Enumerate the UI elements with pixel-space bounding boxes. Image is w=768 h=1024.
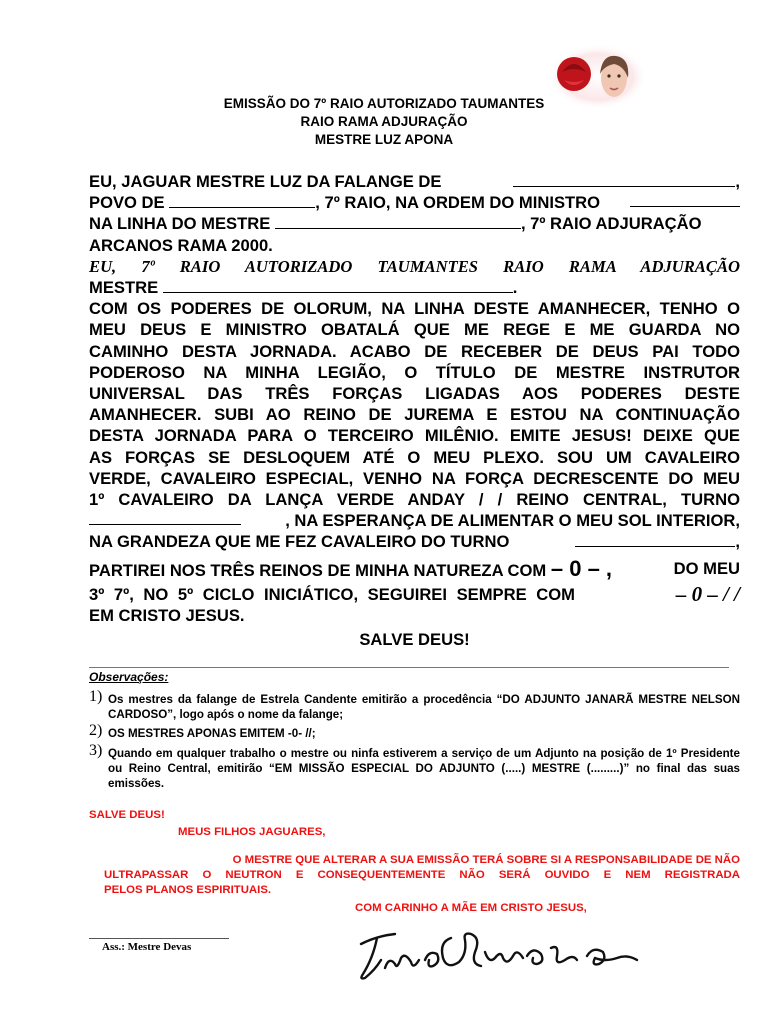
observation-number: 1) xyxy=(89,688,103,705)
oath-line-6 xyxy=(89,277,740,298)
paragraph-line: AMANHECER. SUBI AO REINO DE JUREMA E ESTOU NA CONTINUAÇÃO xyxy=(89,405,740,425)
observation-item xyxy=(89,688,740,722)
paragraph-line: AS FORÇAS SE DESLOQUEM ATÉ O MEU PLEXO. SOU UM CAVALEIRO xyxy=(89,447,740,467)
oath-text: NA GRANDEZA QUE ME FEZ CAVALEIRO DO TURNO xyxy=(89,532,510,552)
salve-deus-heading: SALVE DEUS! xyxy=(359,630,470,650)
turno-blank[interactable] xyxy=(89,510,241,525)
observation-item xyxy=(89,722,740,741)
oath-text: 3º 7º, NO 5º CICLO INICIÁTICO, SEGUIREI SEMPRE COM xyxy=(89,584,575,604)
observation-number: 3) xyxy=(89,742,103,759)
observation-number: 2) xyxy=(89,722,103,739)
paragraph-line: VERDE, CAVALEIRO ESPECIAL, VENHO NA FORÇA DECRESCENTE DO MEU xyxy=(89,468,740,488)
closing-signoff: COM CARINHO A MÃE EM CRISTO JESUS, xyxy=(355,902,587,914)
oath-text: DO MEU xyxy=(673,558,740,578)
closing-greeting: MEUS FILHOS JAGUARES, xyxy=(178,826,326,838)
handwritten-signature-icon xyxy=(355,908,655,986)
paragraph-line: COM OS PODERES DE OLORUM, NA LINHA DESTE AMANHECER, TENHO O xyxy=(89,299,740,319)
oath-line-cristo: EM CRISTO JESUS. xyxy=(89,606,245,626)
paragraph-line: CAMINHO DESTA JORNADA. ACABO DE RECEBER DE DEUS PAI TODO xyxy=(89,341,740,361)
oath-line-ciclo xyxy=(89,581,740,606)
warning-line: PELOS PLANOS ESPIRITUAIS. xyxy=(104,884,272,896)
ministro-blank[interactable] xyxy=(630,192,740,207)
oath-text: , 7º RAIO ADJURAÇÃO xyxy=(520,214,702,234)
paragraph-line: 1º CAVALEIRO DA LANÇA VERDE ANDAY / / REINO CENTRAL, TURNO xyxy=(89,490,740,510)
oath-line-turno xyxy=(89,510,740,531)
oath-text: MESTRE xyxy=(89,278,159,298)
linha-mestre-blank[interactable] xyxy=(275,214,521,229)
zero-symbol: – 0 – / / xyxy=(675,581,740,606)
oath-line-3 xyxy=(89,213,740,234)
signature-line xyxy=(89,938,229,939)
oath-line-4: ARCANOS RAMA 2000. xyxy=(89,235,273,255)
observation-text: Os mestres da falange de Estrela Candente emitirão a procedência “DO ADJUNTO JANARÃ MESTRE NELSON CARDOSO”, logo após o nome da falange; xyxy=(108,693,740,721)
oath-body xyxy=(89,171,740,650)
closing-warning xyxy=(104,853,740,898)
warning-line: O MESTRE QUE ALTERAR A SUA EMISSÃO TERÁ SOBRE SI A RESPONSABILIDADE DE NÃO xyxy=(232,854,740,866)
header-line-3: MESTRE LUZ APONA xyxy=(314,132,454,147)
header-line-2: RAIO RAMA ADJURAÇÃO xyxy=(300,114,468,129)
observacoes-title: Observações: xyxy=(89,670,169,684)
observation-text: Quando em qualquer trabalho o mestre ou ninfa estiverem a serviço de um Adjunto na posição de 1º Presidente ou Reino Central, emitirão “EM MISSÃO ESPECIAL DO ADJUNTO (.....) MESTRE (.........)” no final das suas emissões. xyxy=(108,747,740,790)
povo-blank[interactable] xyxy=(169,193,315,208)
closing-salve-deus: SALVE DEUS! xyxy=(89,809,165,821)
oath-text: , 7º RAIO, NA ORDEM DO MINISTRO xyxy=(315,193,601,213)
oath-line-partirei xyxy=(89,555,740,581)
oath-line-1 xyxy=(89,171,740,192)
oath-text: PARTIREI NOS TRÊS REINOS DE MINHA NATUREZA COM xyxy=(89,560,547,580)
paragraph-line: UNIVERSAL DAS TRÊS FORÇAS LIGADAS AOS PODERES DESTE xyxy=(89,384,740,404)
comma: , xyxy=(735,532,740,552)
warning-line: ULTRAPASSAR O NEUTRON E CONSEQUENTEMENTE NÃO SERÁ OUVIDO E NEM REGISTRADA xyxy=(104,869,740,881)
falange-blank[interactable] xyxy=(513,172,735,187)
paragraph-line: MEU DEUS E MINISTRO OBATALÁ QUE ME REGE E ME GUARDA NO xyxy=(89,320,740,340)
ass-mestre-devas: Ass.: Mestre Devas xyxy=(102,941,192,953)
oath-line-2 xyxy=(89,192,740,213)
oath-text: , NA ESPERANÇA DE ALIMENTAR O MEU SOL INTERIOR, xyxy=(285,511,740,531)
period: . xyxy=(512,278,518,298)
oath-text: EU, JAGUAR MESTRE LUZ DA FALANGE DE xyxy=(89,172,442,191)
oath-text: NA LINHA DO MESTRE xyxy=(89,214,271,234)
separator-line xyxy=(89,667,729,668)
oath-text: POVO DE xyxy=(89,193,165,213)
header-line-1: EMISSÃO DO 7º RAIO AUTORIZADO TAUMANTES xyxy=(223,96,545,111)
observation-text: OS MESTRES APONAS EMITEM -0- //; xyxy=(108,727,316,740)
oath-line-grandeza xyxy=(89,531,740,552)
mestre-blank[interactable] xyxy=(163,278,513,293)
paragraph-line: DESTA JORNADA PARA O TERCEIRO MILÊNIO. EMITE JESUS! DEIXE QUE xyxy=(89,426,740,446)
turno-cavaleiro-blank[interactable] xyxy=(575,532,735,547)
observation-item xyxy=(89,742,740,791)
oath-line-5: EU, 7º RAIO AUTORIZADO TAUMANTES RAIO RAMA ADJURAÇÃO xyxy=(89,256,740,276)
paragraph-line: PODEROSO NA MINHA LEGIÃO, O TÍTULO DE MESTRE INSTRUTOR xyxy=(89,362,740,382)
comma: , xyxy=(735,172,740,191)
zero-symbol: – 0 – , xyxy=(550,555,613,581)
